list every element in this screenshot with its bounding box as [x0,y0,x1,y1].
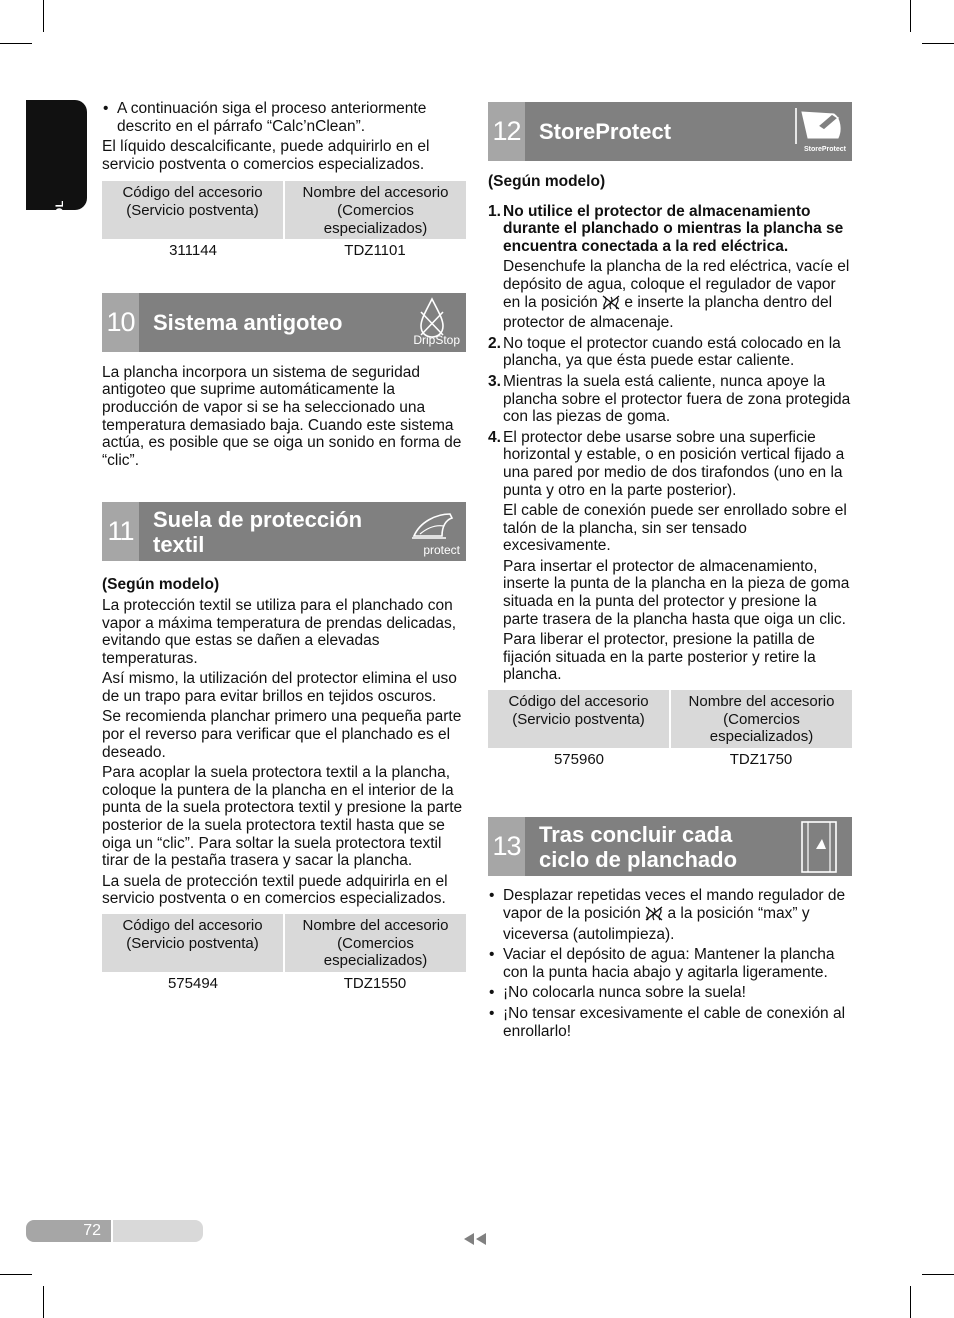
table-header-code: Código del accesorio (Servicio postventa) [102,181,284,239]
section-11-paragraph: Se recomienda planchar primero una pequeña parte por el reverso para verificar que el planchado es el deseado. [102,708,462,761]
table-cell-code: 311144 [169,242,217,260]
language-label: ESPAÑOL [54,200,66,256]
intro-bullet: • A continuación siga el proceso anteriormente descrito en el párrafo “Calc’nClean”. [102,100,466,135]
section-title: Suela de protección textil [153,506,363,557]
crop-mark [922,1274,954,1275]
table-header-code: Código del accesorio (Servicio postventa) [102,914,284,972]
accessory-table-descaler [102,181,466,262]
storeprotect-label: StoreProtect [803,146,846,154]
step-number: 1. [488,202,501,220]
step-1 [488,203,852,332]
crop-mark [922,43,954,44]
step-4 [488,429,852,684]
step-3 [488,373,852,426]
after-ironing-list [488,887,852,1040]
storeprotect-steps [488,203,852,684]
section-header-12 [488,102,852,161]
table-header-code: Código del accesorio (Servicio postventa) [488,690,670,748]
step-text: No toque el protector cuando está colocado en la plancha, ya que ésta puede estar caliente. [503,334,841,370]
list-item-text: Desplazar repetidas veces el mando regulador de vapor de la posición [503,887,846,922]
section-10-text: La plancha incorpora un sistema de seguridad antigoteo que suprime automáticamente la producción de vapor si se ha seleccionado una temperatura demasiado baja. Cuando este sistema actúa, es posible que se oiga un sonido en forma de “clic”. [102,363,462,469]
list-item [488,887,852,943]
section-number: 10 [102,293,139,352]
step-text-part: e inserte la plancha dentro del protector de almacenaje. [503,293,833,332]
list-item: • ¡No colocarla nunca sobre la suela! [488,984,852,1002]
step-text: Mientras la suela está caliente, nunca apoye la plancha sobre el protector fuera de zona protegida con las piezas de goma. [503,372,851,426]
table-header-name: Nombre del accesorio (Comercios especializados) [670,690,852,748]
list-item-text: a la posición “max” y viceversa (autolimpieza). [503,905,810,943]
section-11-paragraph: Así mismo, la utilización del protector elimina el uso de un trapo para evitar brillos en tejidos oscuros. [102,670,457,705]
protect-label: protect [423,542,460,557]
crop-mark [0,1274,32,1275]
accessory-table-storeprotect [488,690,852,771]
section-title: StoreProtect [539,119,672,144]
step-text [503,258,852,331]
model-note: (Según modelo) [488,173,606,190]
list-item: • ¡No tensar excesivamente el cable de conexión al enrollarlo! [488,1005,852,1040]
table-cell-name: TDZ1550 [343,974,407,992]
section-title: Sistema antigoteo [153,309,343,335]
fridge-storage-icon [788,819,848,874]
rewind-icon[interactable] [462,1232,488,1251]
crop-mark [910,1286,911,1318]
step-number: 3. [488,372,501,390]
table-header-name: Nombre del accesorio (Comercios especializados) [284,914,466,972]
table-cell-code: 575494 [167,974,219,992]
section-number: 12 [488,102,525,161]
page-bar [113,1220,203,1242]
section-number: 11 [102,502,139,561]
crop-mark [43,0,44,32]
step-2 [488,335,852,370]
step-text: El cable de conexión puede ser enrollado sobre el talón de la plancha, sin ser tensado excesivamente. [503,502,847,555]
intro-paragraph: El líquido descalcificante, puede adquirirlo en el servicio postventa o comercios especializados. [102,138,430,173]
section-header-11 [102,502,466,561]
step-text: Para liberar el protector, presione la patilla de fijación situada en la parte posterior y retire la plancha. [503,631,816,684]
crop-mark [0,43,32,44]
page-number: 72 [83,1222,101,1239]
accessory-table-textile [102,914,466,995]
language-tab [26,100,87,256]
model-note: (Según modelo) [102,576,220,594]
crop-mark [910,0,911,32]
table-cell-name: TDZ1101 [344,242,406,260]
table-cell-code: 575960 [553,750,605,768]
steam-off-icon [645,906,663,926]
intro-list [102,100,466,135]
step-warning: No utilice el protector de almacenamiento durante el planchado o mientras la plancha se encuentra conectada a la red eléctrica. [503,202,844,255]
step-text-part: Desenchufe la plancha de la red eléctrica, vacíe el depósito de agua, coloque el regulador de vapor en la posición [503,258,850,311]
steam-off-icon [602,295,620,315]
section-11-paragraph: Para acoplar la suela protectora textil a la plancha, coloque la puntera de la plancha en el interior de la punta de la suela protectora textil y presione la parte posterior de la suela protectora textil hasta que se oiga un “clic”. Para soltar la suela protectora textil tirar de la pestaña trasera y sacar la plancha. [102,764,463,870]
step-text: Para insertar el protector de almacenamiento, inserte la punta de la plancha en la pieza de goma situada en la punta del protector y presione la parte trasera de la plancha hasta que oiga un clic. [503,557,850,628]
section-title: Tras concluir cada ciclo de planchado [539,821,738,872]
dripstop-label: DripStop [413,333,460,348]
section-number: 13 [488,817,525,876]
section-11-paragraph: La suela de protección textil puede adquirirla en el servicio postventa o en comercios especializados. [102,872,448,908]
left-column [102,100,466,995]
section-header-10 [102,293,466,352]
section-11-paragraph: La protección textil se utiliza para el planchado con vapor a máxima temperatura de prendas delicadas, evitando que estas se dañen a elevadas temperaturas. [102,596,457,667]
section-header-13 [488,817,852,876]
step-number: 4. [488,428,501,446]
crop-mark [43,1286,44,1318]
right-column [488,102,852,1043]
list-item: • Vaciar el depósito de agua: Mantener la plancha con la punta hacia abajo y agitarla ligeramente. [488,946,852,981]
step-number: 2. [488,334,501,352]
table-header-name: Nombre del accesorio (Comercios especializados) [284,181,466,239]
step-text: El protector debe usarse sobre una superficie horizontal y estable, o en posición vertical fijado a una pared por medio de dos tirafondos (uno en la punta y otro en la parte posterior). [503,428,845,499]
page-number-tab [26,1220,111,1242]
table-cell-name: TDZ1750 [729,750,793,768]
